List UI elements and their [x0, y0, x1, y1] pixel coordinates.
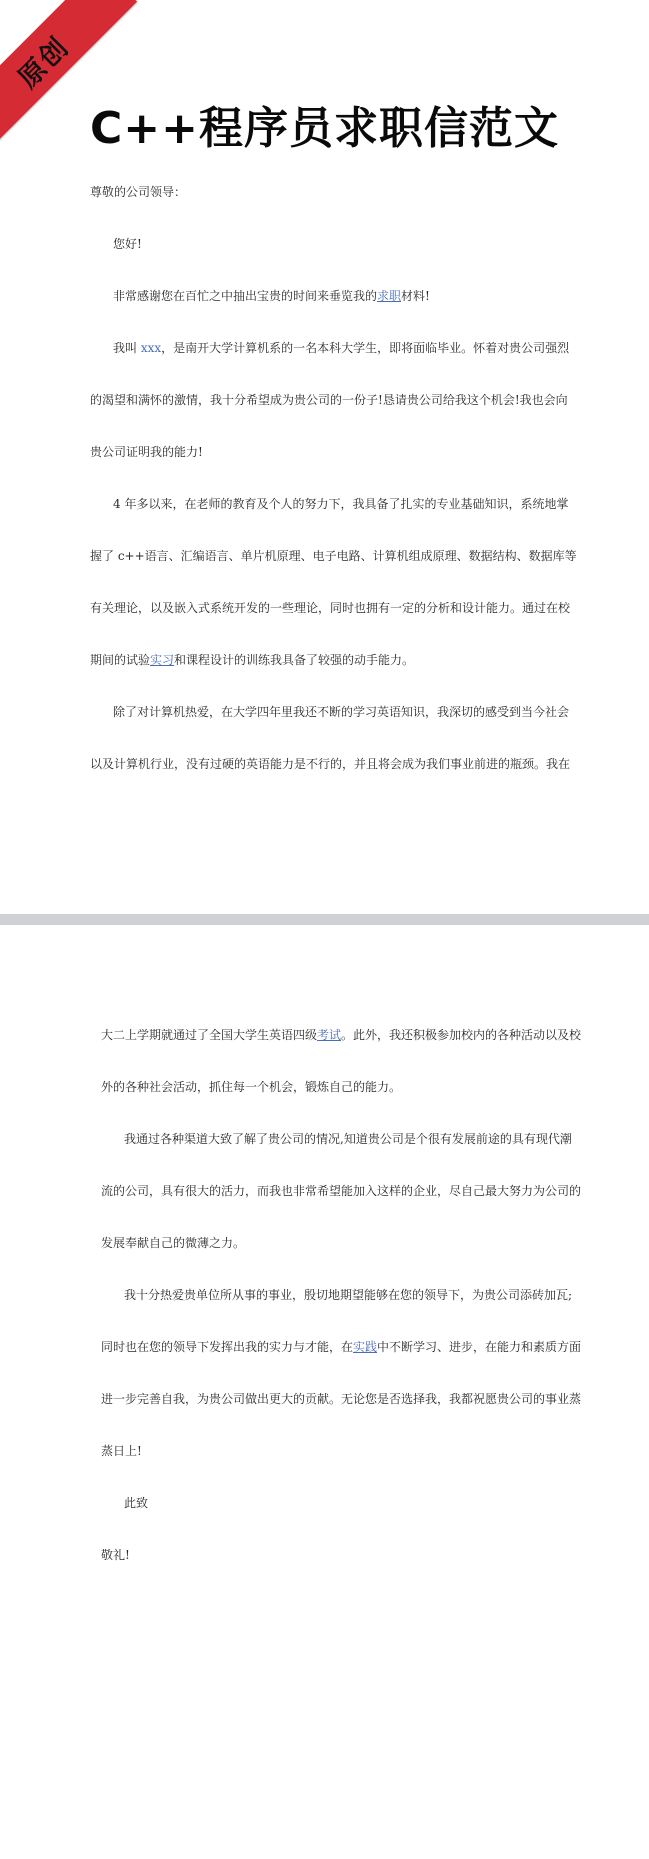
page-divider: [0, 914, 649, 925]
love-line-1: 我十分热爱贵单位所从事的事业，殷切地期望能够在您的领导下，为贵公司添砖加瓦;: [124, 1288, 573, 1302]
document-page-2: [0, 925, 649, 1859]
english-line-2: 以及计算机行业，没有过硬的英语能力是不行的，并且将会成为我们事业前进的瓶颈。我在: [90, 757, 571, 771]
applicant-name: xxx: [140, 341, 162, 355]
closing-line-1: 此致: [124, 1496, 149, 1510]
job-seeking-link[interactable]: 求职: [377, 289, 402, 303]
text-span: 材料!: [401, 289, 430, 303]
skills-line-4: [90, 651, 414, 668]
internship-link[interactable]: 实习: [150, 653, 175, 667]
skills-line-3: 有关理论，以及嵌入式系统开发的一些理论，同时也拥有一定的分析和设计能力。通过在校: [90, 601, 571, 615]
hello-line: 您好!: [113, 237, 142, 251]
text-span: 。此外，我还积极参加校内的各种活动以及校: [341, 1028, 582, 1042]
closing-line-2: 敬礼!: [101, 1548, 130, 1562]
text-span: 大二上学期就通过了全国大学生英语四级: [101, 1028, 318, 1042]
skills-line-2: 握了 c++语言、汇编语言、单片机原理、电子电路、计算机组成原理、数据结构、数据库等: [90, 549, 577, 563]
company-line-3: 发展奉献自己的微薄之力。: [101, 1236, 246, 1250]
practice-link[interactable]: 实践: [353, 1340, 378, 1354]
text-span: 我叫: [113, 341, 141, 355]
intro-line-2: 的渴望和满怀的激情，我十分希望成为贵公司的一份子!恳请贵公司给我这个机会!我也会向: [90, 393, 568, 407]
original-badge-text: 原创: [12, 31, 76, 94]
skills-line-1: 4 年多以来，在老师的教育及个人的努力下，我具备了扎实的专业基础知识，系统地掌: [113, 497, 569, 511]
intro-line-3: 贵公司证明我的能力!: [90, 445, 203, 459]
intro-line-1: [113, 339, 569, 356]
love-line-2: [101, 1338, 581, 1355]
document-page-1: [0, 0, 649, 914]
text-span: ，是南开大学计算机系的一名本科大学生，即将面临毕业。怀着对贵公司强烈: [161, 341, 570, 355]
english-line-3: [101, 1026, 581, 1043]
text-span: 非常感谢您在百忙之中抽出宝贵的时间来垂览我的: [113, 289, 378, 303]
love-line-4: 蒸日上!: [101, 1444, 142, 1458]
greeting: 尊敬的公司领导：: [90, 185, 187, 199]
text-span: 期间的试验: [90, 653, 151, 667]
english-line-4: 外的各种社会活动，抓住每一个机会，锻炼自己的能力。: [101, 1080, 402, 1094]
text-span: 中不断学习、进步，在能力和素质方面: [377, 1340, 582, 1354]
company-line-2: 流的公司，具有很大的活力，而我也非常希望能加入这样的企业，尽自己最大努力为公司的: [101, 1184, 582, 1198]
text-span: 同时也在您的领导下发挥出我的实力与才能，在: [101, 1340, 354, 1354]
text-span: 和课程设计的训练我具备了较强的动手能力。: [174, 653, 415, 667]
love-line-3: 进一步完善自我，为贵公司做出更大的贡献。无论您是否选择我，我都祝愿贵公司的事业蒸: [101, 1392, 582, 1406]
exam-link[interactable]: 考试: [317, 1028, 342, 1042]
thanks-line: [113, 287, 430, 304]
company-line-1: 我通过各种渠道大致了解了贵公司的情况,知道贵公司是个很有发展前途的具有现代潮: [124, 1132, 572, 1146]
english-line-1: 除了对计算机热爱，在大学四年里我还不断的学习英语知识，我深切的感受到当今社会: [113, 705, 570, 719]
page-title: C++程序员求职信范文: [89, 103, 560, 154]
